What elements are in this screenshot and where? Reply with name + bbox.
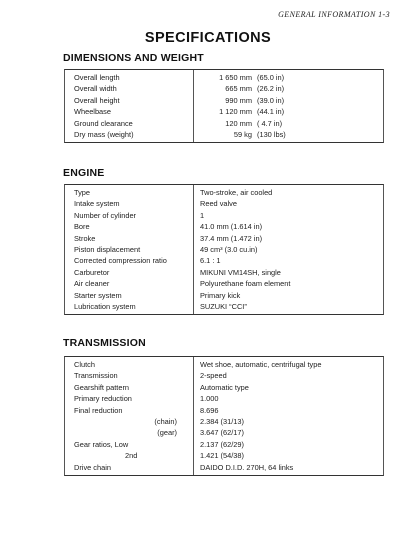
spec-value-imperial: ( 4.7 in) [257, 118, 283, 128]
table-row [65, 359, 383, 370]
running-header: GENERAL INFORMATION 1-3 [278, 10, 390, 19]
table-row [65, 244, 383, 255]
table-row [65, 255, 383, 266]
spec-value: 41.0 mm (1.614 in) [200, 222, 263, 232]
spec-label: Overall width [74, 84, 117, 94]
table-row [65, 427, 383, 438]
spec-value: 2.137 (62/29) [200, 439, 244, 449]
spec-label: Ground clearance [74, 118, 133, 128]
table-row [65, 416, 383, 427]
spec-value: 3.647 (62/17) [200, 428, 244, 438]
spec-label: Primary reduction [74, 394, 132, 404]
spec-label: Transmission [74, 371, 118, 381]
table-row [65, 198, 383, 209]
dimensions-table [64, 69, 384, 143]
spec-value: Two-stroke, air cooled [200, 188, 273, 197]
spec-label: Stroke [74, 233, 96, 243]
table-row [65, 221, 383, 232]
spec-value-imperial: (39.0 in) [257, 95, 285, 105]
spec-value-metric: 665 mm [225, 84, 252, 94]
spec-label: (gear) [157, 428, 177, 438]
spec-label: 2nd [125, 451, 138, 461]
spec-label: Bore [74, 222, 90, 232]
spec-label: Drive chain [74, 462, 111, 472]
spec-label: Lubrication system [74, 301, 136, 311]
spec-value: 49 cm³ (3.0 cu.in) [200, 244, 258, 254]
spec-label: Final reduction [74, 405, 123, 415]
spec-label: Clutch [74, 360, 95, 369]
spec-label: Gear ratios, Low [74, 439, 129, 449]
spec-value: Polyurethane foam element [200, 279, 291, 289]
spec-value [200, 118, 320, 129]
spec-label: (chain) [154, 416, 177, 426]
spec-value: 6.1 : 1 [200, 256, 221, 266]
section-title-transmission: TRANSMISSION [63, 337, 146, 349]
spec-value: 1.000 [200, 394, 219, 404]
section-title-dimensions: DIMENSIONS AND WEIGHT [63, 52, 204, 64]
table-row [65, 83, 383, 94]
spec-label: Wheelbase [74, 107, 111, 117]
table-row [65, 278, 383, 289]
table-row [65, 370, 383, 381]
spec-value [200, 72, 320, 83]
spec-value-metric: 990 mm [225, 95, 252, 105]
spec-value: Primary kick [200, 290, 241, 300]
table-row [65, 450, 383, 461]
spec-value-imperial: (65.0 in) [257, 73, 285, 82]
table-row [65, 95, 383, 106]
page-title: SPECIFICATIONS [144, 30, 272, 46]
spec-label: Dry mass (weight) [74, 129, 134, 139]
spec-value-imperial: (44.1 in) [257, 107, 285, 117]
table-row [65, 405, 383, 416]
spec-value [200, 95, 320, 106]
transmission-table [64, 356, 384, 476]
table-row [65, 290, 383, 301]
spec-label: Intake system [74, 199, 120, 209]
spec-label: Carburetor [74, 267, 110, 277]
table-row [65, 106, 383, 117]
spec-label: Overall height [74, 95, 120, 105]
spec-value: MIKUNI VM14SH, single [200, 267, 281, 277]
spec-value [200, 83, 320, 94]
table-row [65, 393, 383, 404]
engine-table [64, 184, 384, 315]
spec-value-metric: 120 mm [225, 118, 252, 128]
spec-value: 2.384 (31/13) [200, 416, 244, 426]
table-row [65, 439, 383, 450]
spec-value-imperial: (130 lbs) [257, 129, 286, 139]
spec-value [200, 106, 320, 117]
spec-label: Piston displacement [74, 244, 141, 254]
spec-value: Reed valve [200, 199, 237, 209]
spec-label: Corrected compression ratio [74, 256, 167, 266]
spec-value-metric: 1 120 mm [219, 107, 252, 117]
spec-value: Automatic type [200, 382, 249, 392]
section-title-engine: ENGINE [63, 167, 105, 179]
table-row [65, 462, 383, 473]
spec-value: DAIDO D.I.D. 270H, 64 links [200, 462, 294, 472]
table-row [65, 233, 383, 244]
spec-value: SUZUKI “CCI” [200, 301, 247, 311]
table-row [65, 72, 383, 83]
table-row [65, 129, 383, 140]
table-row [65, 267, 383, 278]
table-row [65, 301, 383, 312]
spec-value [200, 129, 320, 140]
spec-value: 37.4 mm (1.472 in) [200, 233, 263, 243]
spec-value: 2-speed [200, 371, 227, 381]
spec-label: Gearshift pattern [74, 382, 130, 392]
spec-label: Air cleaner [74, 279, 110, 289]
table-row [65, 118, 383, 129]
spec-value-metric: 59 kg [233, 129, 252, 139]
spec-value: 1 [200, 210, 205, 220]
table-row [65, 382, 383, 393]
spec-value-metric: 1 650 mm [219, 73, 252, 82]
spec-label: Number of cylinder [74, 210, 137, 220]
spec-label: Type [74, 188, 91, 197]
spec-label: Overall length [74, 73, 120, 82]
spec-label: Starter system [74, 290, 122, 300]
spec-value-imperial: (26.2 in) [257, 84, 285, 94]
spec-value: 1.421 (54/38) [200, 451, 244, 461]
table-row [65, 210, 383, 221]
spec-value: Wet shoe, automatic, centrifugal type [200, 360, 322, 369]
table-row [65, 187, 383, 198]
spec-value: 8.696 [200, 405, 219, 415]
